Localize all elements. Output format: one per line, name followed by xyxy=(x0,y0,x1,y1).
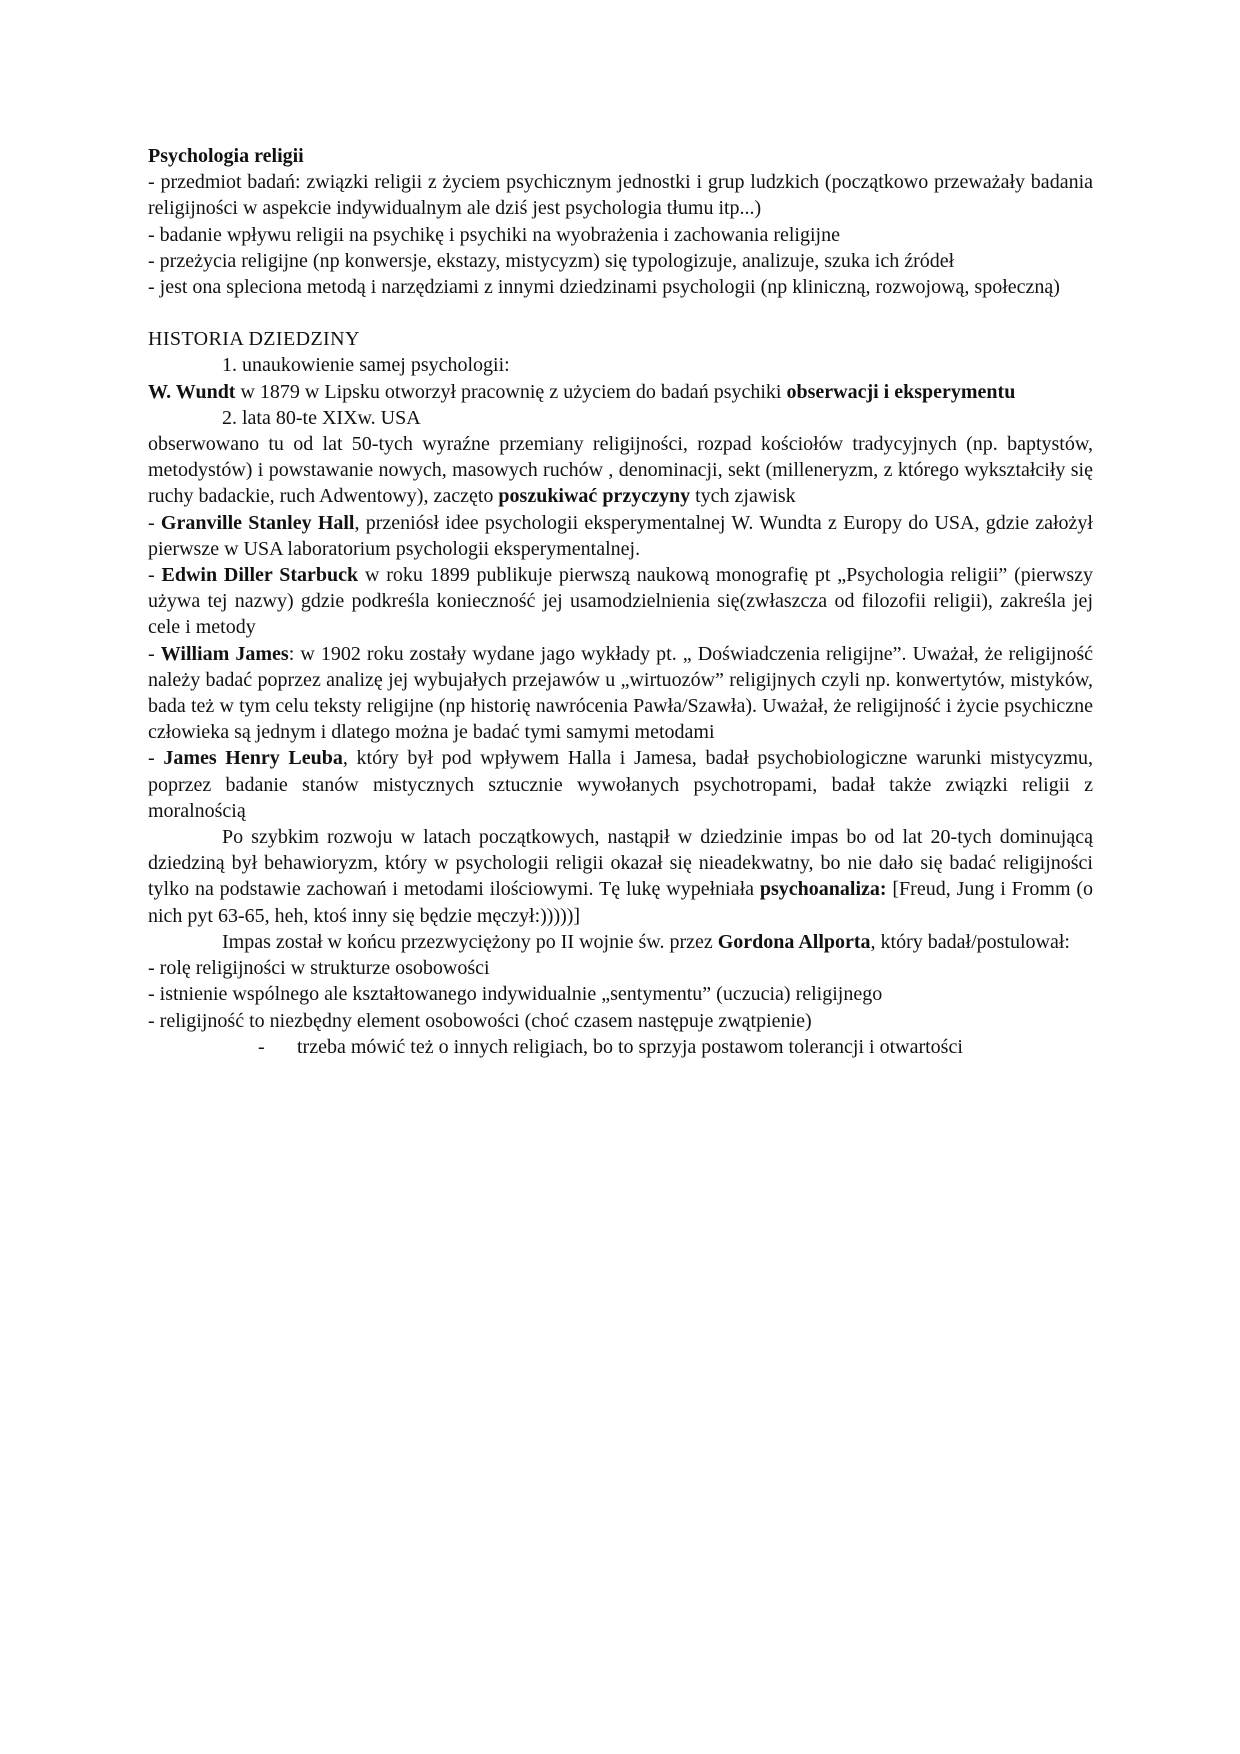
usa-bold: poszukiwać przyczyny xyxy=(498,485,691,508)
history-point-1: 1. unaukowienie samej psychologii: xyxy=(222,354,510,377)
psychoanaliza-label: psychoanaliza: xyxy=(759,878,887,901)
allport-text-end: , który badał/postulował: xyxy=(870,930,1070,953)
hall-text: , przeniósł idee psychologii eksperymentalnej W. Wundta z Europy do USA, gdzie założył pierwsze w USA laboratorium psychologii eksperymentalnej. xyxy=(148,511,1093,560)
history-heading: HISTORIA DZIEDZINY xyxy=(148,328,360,351)
allport-list xyxy=(148,955,1093,1034)
list-dash: - xyxy=(148,511,161,534)
leuba-text: , który był pod wpływem Halla i Jamesa, badał psychobiologiczne warunki mistycyzmu, poprzez badanie stanów mistycznych sztucznie wywołanych psychotropami, badał także związki religii z moralnością xyxy=(148,747,1093,822)
hall-name: Granville Stanley Hall xyxy=(160,511,355,534)
intro-line: - przeżycia religijne (np konwersje, ekstazy, mistycyzm) się typologizuje, analizuje, szuka ich źródeł xyxy=(148,249,955,272)
list-item: - istnienie wspólnego ale kształtowanego indywidualnie „sentymentu” (uczucia) religijnego xyxy=(148,983,883,1006)
spacer xyxy=(148,300,1093,326)
wundt-text: w 1879 w Lipsku otworzył pracownię z użyciem do badań psychiki xyxy=(235,380,787,403)
allport-name: Gordona Allporta xyxy=(717,930,871,953)
allport-text: Impas został w końcu przezwyciężony po II wojnie św. przez xyxy=(222,930,718,953)
usa-text: obserwowano tu od lat 50-tych wyraźne przemiany religijności, rozpad kościołów tradycyjnych (np. baptystów, metodystów) i powstawanie nowych, masowych ruchów , denominacji, sekt (milleneryzm, z którego wykształciły się ruchy badackie, ruch Adwentowy), zaczęto xyxy=(148,433,1093,508)
allport-paragraph xyxy=(148,929,1093,955)
impas-text: Po szybkim rozwoju w latach początkowych, nastąpił w dziedzinie impas bo od lat 20-tych dominującą dziedziną był behawioryzm, który w psychologii religii okazał się nieadekwatny, bo nie dało się badać religijności tylko na podstawie zachowań i metodami ilościowymi. Tę lukę wypełniała xyxy=(148,826,1093,901)
list-dash: - xyxy=(258,1035,265,1058)
document-title: Psychologia religii xyxy=(148,145,304,167)
wundt-paragraph xyxy=(148,379,1093,405)
list-item: - rolę religijności w strukturze osobowości xyxy=(148,957,490,980)
list-item: - religijność to niezbędny element osobowości (choć czasem następuje zwątpienie) xyxy=(148,1009,812,1032)
list-dash: - xyxy=(148,564,162,587)
hall-paragraph xyxy=(148,510,1093,562)
james-name: William James xyxy=(160,642,289,665)
james-text: : w 1902 roku zostały wydane jago wykłady pt. „ Doświadczenia religijne”. Uważał, że religijność należy badać poprzez analizę jej wybujałych przejawów u „wirtuozów” religijnych czyli np. konwertytów, mistyków, bada też w tym celu teksty religijne (np historię nawrócenia Pawła/Szawła). Uważał, że religijność i życie psychiczne człowieka są jednym i dlatego można je badać tymi samymi metodami xyxy=(148,642,1093,744)
wundt-bold-tail: obserwacji i eksperymentu xyxy=(786,380,1016,403)
wundt-name: W. Wundt xyxy=(148,380,236,403)
list-dash: - xyxy=(148,642,161,665)
james-paragraph xyxy=(148,641,1093,746)
last-item-text: trzeba mówić też o innych religiach, bo to sprzyja postawom tolerancji i otwartości xyxy=(297,1035,963,1058)
impas-paragraph xyxy=(148,824,1093,929)
intro-line: - przedmiot badań: związki religii z życiem psychicznym jednostki i grup ludzkich (początkowo przeważały badania religijności w aspekcie indywidualnym ale dziś jest psychologia tłumu itp...) xyxy=(148,171,1093,220)
starbuck-paragraph xyxy=(148,562,1093,641)
intro-line: - jest ona spleciona metodą i narzędziami z innymi dziedzinami psychologii (np kliniczną, rozwojową, społeczną) xyxy=(148,276,1060,299)
title-block xyxy=(148,143,1093,300)
usa-text-end: tych zjawisk xyxy=(690,485,796,508)
last-list-item xyxy=(148,1034,1093,1060)
intro-line: - badanie wpływu religii na psychikę i psychiki na wyobrażenia i zachowania religijne xyxy=(148,223,840,246)
list-dash: - xyxy=(148,747,164,770)
leuba-paragraph xyxy=(148,745,1093,824)
impas-text-end: [Freud, Jung i Fromm (o nich pyt 63-65, heh, ktoś inny się będzie męczył:)))))] xyxy=(148,878,1094,927)
history-point-2: 2. lata 80-te XIXw. USA xyxy=(222,406,421,429)
starbuck-name: Edwin Diller Starbuck xyxy=(161,564,359,587)
usa-paragraph xyxy=(148,431,1093,510)
leuba-name: James Henry Leuba xyxy=(163,747,343,770)
starbuck-text: w roku 1899 publikuje pierwszą naukową monografię pt „Psychologia religii” (pierwszy używa tej nazwy) gdzie podkreśla konieczność jej usamodzielnienia się(zwłaszcza od filozofii religii), zakreśla jej cele i metody xyxy=(148,564,1093,639)
